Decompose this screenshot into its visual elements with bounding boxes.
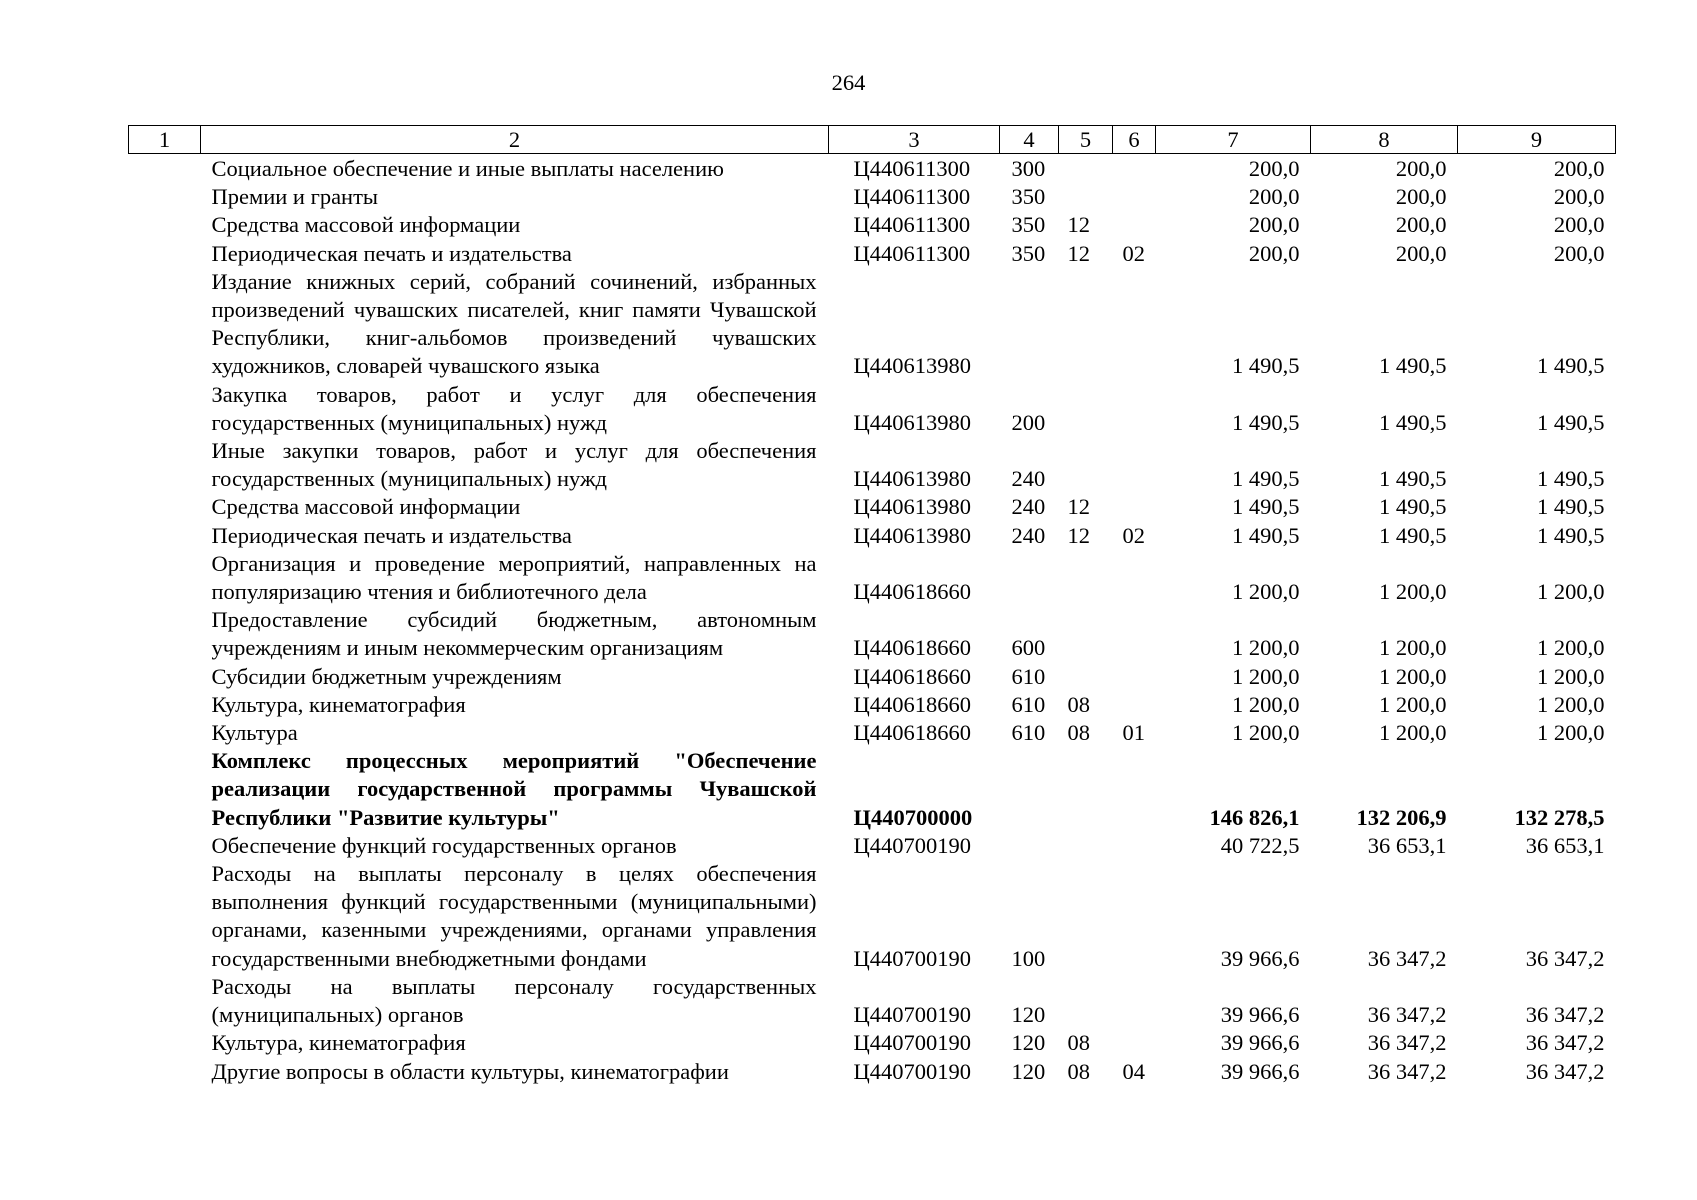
row-name: Закупка товаров, работ и услуг для обеспечения государственных (муниципальных) нужд [211,381,817,435]
row-amount-col9: 200,0 [1553,184,1605,210]
row-subsection [1113,268,1156,381]
row-col1 [129,719,201,747]
row-section: 12 [1067,212,1090,238]
table-row [129,606,1616,662]
row-code: Ц440618660 [853,635,971,661]
row-amount-col9: 36 347,2 [1525,945,1605,971]
row-section [1059,437,1113,493]
row-amount-col8: 1 200,0 [1379,663,1447,689]
row-section [1059,268,1113,381]
row-subsection [1113,211,1156,239]
row-amount-col9: 1 200,0 [1537,663,1605,689]
row-section: 08 [1067,1058,1090,1084]
row-col1 [129,832,201,860]
page-number: 264 [831,70,866,95]
row-expense-type: 300 [1011,156,1046,181]
row-amount-col9: 1 200,0 [1537,720,1605,746]
row-code: Ц440700190 [853,1030,971,1056]
row-code: Ц440618660 [853,579,971,605]
header-cell-1: 1 [129,126,201,154]
row-section: 12 [1067,494,1090,520]
row-subsection [1113,550,1156,606]
row-expense-type: 200 [1011,409,1046,435]
row-name: Иные закупки товаров, работ и услуг для обеспечения государственных (муниципальных) нужд [211,438,817,492]
row-code: Ц440700190 [853,945,971,971]
table-row [129,973,1616,1029]
row-section: 08 [1067,691,1090,717]
row-name: Субсидии бюджетным учреждениям [211,663,562,689]
row-amount-col8: 200,0 [1395,184,1447,210]
row-code: Ц440613980 [853,409,971,435]
row-amount-col9: 1 490,5 [1537,494,1605,520]
row-code: Ц440700000 [853,804,973,830]
row-code: Ц440618660 [853,720,971,746]
row-amount-col7: 1 200,0 [1232,579,1300,605]
row-col1 [129,606,201,662]
row-amount-col7: 200,0 [1248,212,1300,238]
header-cell-9: 9 [1458,126,1616,154]
row-amount-col7: 1 200,0 [1232,720,1300,746]
row-amount-col8: 1 490,5 [1379,494,1447,520]
row-section [1059,663,1113,691]
row-expense-type: 240 [1011,466,1046,492]
row-expense-type [1000,832,1059,860]
row-code: Ц440700190 [853,1058,971,1084]
table-body [129,154,1616,1086]
row-col1 [129,522,201,550]
row-col1 [129,493,201,521]
row-amount-col7: 200,0 [1248,156,1300,181]
row-section [1059,183,1113,211]
row-name: Предоставление субсидий бюджетным, автономным учреждениям и иным некоммерческим организациям [211,607,817,661]
row-subsection: 01 [1122,720,1145,746]
row-section: 12 [1067,240,1090,266]
row-amount-col8: 1 490,5 [1379,466,1447,492]
row-subsection: 04 [1122,1058,1145,1084]
row-section: 08 [1067,1030,1090,1056]
row-subsection [1113,691,1156,719]
row-col1 [129,860,201,973]
row-section [1059,154,1113,184]
row-code: Ц440611300 [853,156,971,181]
row-amount-col8: 36 347,2 [1367,1058,1447,1084]
table-row [129,1058,1616,1086]
row-amount-col7: 146 826,1 [1209,804,1300,830]
row-code: Ц440700190 [853,832,971,858]
row-expense-type: 350 [1011,212,1046,238]
row-amount-col9: 1 490,5 [1537,353,1605,379]
row-amount-col8: 1 200,0 [1379,635,1447,661]
row-name: Премии и гранты [211,184,379,210]
row-amount-col7: 1 490,5 [1232,522,1300,548]
row-code: Ц440613980 [853,466,971,492]
row-code: Ц440613980 [853,353,971,379]
row-expense-type: 120 [1011,1058,1046,1084]
row-amount-col8: 1 490,5 [1379,522,1447,548]
row-expense-type: 120 [1011,1002,1046,1028]
row-amount-col7: 1 490,5 [1232,494,1300,520]
table-row [129,240,1616,268]
header-cell-4: 4 [1000,126,1059,154]
row-amount-col9: 1 490,5 [1537,409,1605,435]
row-code: Ц440613980 [853,522,971,548]
row-amount-col7: 1 490,5 [1232,409,1300,435]
row-section [1059,550,1113,606]
row-name: Комплекс процессных мероприятий "Обеспечение реализации государственной программы Чувашской Республики "Развитие культуры" [211,748,817,830]
row-subsection [1113,183,1156,211]
row-subsection [1113,381,1156,437]
row-expense-type: 240 [1011,522,1046,548]
row-amount-col7: 39 966,6 [1220,1002,1300,1028]
row-code: Ц440611300 [853,184,971,210]
row-amount-col8: 36 347,2 [1367,945,1447,971]
row-col1 [129,691,201,719]
table-row [129,860,1616,973]
row-amount-col8: 1 490,5 [1379,353,1447,379]
row-subsection [1113,154,1156,184]
row-name: Культура, кинематография [211,691,466,717]
row-amount-col8: 200,0 [1395,212,1447,238]
row-subsection [1113,832,1156,860]
table-row [129,522,1616,550]
row-expense-type [1000,747,1059,832]
row-amount-col9: 200,0 [1553,212,1605,238]
table-row [129,493,1616,521]
row-subsection [1113,973,1156,1029]
row-amount-col8: 200,0 [1395,156,1447,181]
row-amount-col9: 1 200,0 [1537,691,1605,717]
row-amount-col8: 1 200,0 [1379,579,1447,605]
header-cell-8: 8 [1311,126,1458,154]
row-col1 [129,268,201,381]
row-code: Ц440611300 [853,212,971,238]
row-amount-col8: 1 490,5 [1379,409,1447,435]
table-header [129,126,1616,154]
header-cell-2: 2 [201,126,829,154]
row-amount-col9: 200,0 [1553,156,1605,181]
table-row [129,381,1616,437]
row-amount-col7: 1 490,5 [1232,353,1300,379]
row-expense-type [1000,550,1059,606]
row-amount-col9: 132 278,5 [1514,804,1605,830]
row-subsection [1113,747,1156,832]
row-section: 12 [1067,522,1090,548]
row-name: Культура, кинематография [211,1030,466,1056]
row-section [1059,860,1113,973]
row-name: Организация и проведение мероприятий, направленных на популяризацию чтения и библиотечного дела [211,550,817,605]
row-subsection [1113,606,1156,662]
row-expense-type: 350 [1011,240,1046,266]
row-col1 [129,183,201,211]
row-amount-col9: 36 347,2 [1525,1030,1605,1056]
row-subsection [1113,1029,1156,1057]
row-amount-col7: 1 200,0 [1232,635,1300,661]
table-row [129,268,1616,381]
row-section [1059,747,1113,832]
row-amount-col9: 36 347,2 [1525,1058,1605,1084]
row-section [1059,973,1113,1029]
row-subsection: 02 [1122,522,1145,548]
row-subsection [1113,663,1156,691]
row-expense-type: 600 [1011,635,1046,661]
row-amount-col8: 132 206,9 [1356,804,1447,830]
row-section [1059,381,1113,437]
header-row [129,126,1616,154]
row-amount-col7: 1 200,0 [1232,691,1300,717]
row-amount-col7: 39 966,6 [1220,1058,1300,1084]
row-subsection [1113,860,1156,973]
row-amount-col9: 36 347,2 [1525,1002,1605,1028]
row-amount-col7: 40 722,5 [1220,832,1300,858]
row-amount-col9: 1 490,5 [1537,466,1605,492]
row-col1 [129,1058,201,1086]
table-row [129,211,1616,239]
row-section [1059,832,1113,860]
table-row [129,747,1616,832]
row-amount-col8: 1 200,0 [1379,691,1447,717]
row-amount-col8: 36 347,2 [1367,1030,1447,1056]
table-row [129,832,1616,860]
row-expense-type: 120 [1011,1030,1046,1056]
row-section [1059,606,1113,662]
row-name: Культура [211,720,298,746]
row-name: Издание книжных серий, собраний сочинений, избранных произведений чувашских писателей, книг памяти Чувашской Республики, книг-альбомов произведений чувашских художников, словарей чувашского языка [211,268,817,379]
row-expense-type: 350 [1011,184,1046,210]
row-name: Расходы на выплаты персоналу государственных (муниципальных) органов [211,973,817,1028]
row-name: Средства массовой информации [211,494,521,520]
table-row [129,691,1616,719]
row-col1 [129,381,201,437]
table-row [129,437,1616,493]
table-row [129,663,1616,691]
header-cell-5: 5 [1059,126,1113,154]
table-row [129,183,1616,211]
row-col1 [129,550,201,606]
row-expense-type: 100 [1011,945,1046,971]
row-col1 [129,973,201,1029]
row-name: Средства массовой информации [211,212,521,238]
row-amount-col9: 1 490,5 [1537,522,1605,548]
row-col1 [129,240,201,268]
row-name: Социальное обеспечение и иные выплаты населению [211,156,724,181]
row-expense-type: 610 [1011,691,1046,717]
row-name: Периодическая печать и издательства [211,240,572,266]
table-row [129,719,1616,747]
row-name: Обеспечение функций государственных органов [211,832,677,858]
row-col1 [129,211,201,239]
row-col1 [129,747,201,832]
row-col1 [129,663,201,691]
row-amount-col7: 39 966,6 [1220,1030,1300,1056]
row-code: Ц440618660 [853,663,971,689]
header-cell-7: 7 [1156,126,1311,154]
row-code: Ц440611300 [853,240,971,266]
budget-table [128,125,1616,1086]
header-cell-6: 6 [1113,126,1156,154]
row-subsection [1113,493,1156,521]
row-subsection [1113,437,1156,493]
row-amount-col7: 1 200,0 [1232,663,1300,689]
row-amount-col7: 200,0 [1248,184,1300,210]
header-cell-3: 3 [829,126,1000,154]
row-code: Ц440700190 [853,1002,971,1028]
row-amount-col8: 1 200,0 [1379,720,1447,746]
row-amount-col7: 1 490,5 [1232,466,1300,492]
row-code: Ц440618660 [853,691,971,717]
row-amount-col7: 39 966,6 [1220,945,1300,971]
row-amount-col9: 1 200,0 [1537,635,1605,661]
row-amount-col8: 36 347,2 [1367,1002,1447,1028]
row-amount-col8: 200,0 [1395,240,1447,266]
row-col1 [129,437,201,493]
row-col1 [129,154,201,184]
row-amount-col9: 36 653,1 [1525,832,1605,858]
row-name: Другие вопросы в области культуры, кинематографии [211,1058,729,1084]
table-row [129,1029,1616,1057]
row-amount-col8: 36 653,1 [1367,832,1447,858]
row-expense-type: 610 [1011,720,1046,746]
row-amount-col9: 200,0 [1553,240,1605,266]
row-subsection: 02 [1122,240,1145,266]
row-code: Ц440613980 [853,494,971,520]
row-expense-type: 240 [1011,494,1046,520]
row-expense-type [1000,268,1059,381]
row-expense-type: 610 [1011,663,1046,689]
row-amount-col9: 1 200,0 [1537,579,1605,605]
row-section: 08 [1067,720,1090,746]
row-name: Периодическая печать и издательства [211,522,572,548]
table-row [129,154,1616,184]
row-amount-col7: 200,0 [1248,240,1300,266]
row-name: Расходы на выплаты персоналу в целях обеспечения выполнения функций государственными (муниципальными) органами, казенными учреждениями, органами управления государственными внебюджетными фондами [211,861,817,971]
table-row [129,550,1616,606]
row-col1 [129,1029,201,1057]
